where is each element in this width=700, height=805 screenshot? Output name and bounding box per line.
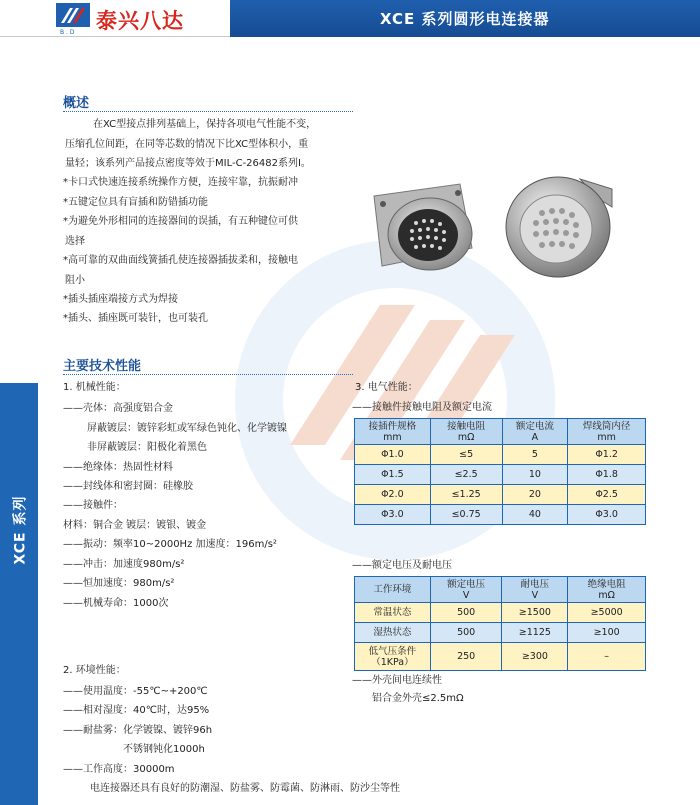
- table-cell: 20: [502, 485, 568, 505]
- table-cell: 500: [430, 603, 502, 623]
- overview-line-6: *为避免外形相同的连接器间的误插，有五种键位可供: [63, 216, 298, 227]
- table-header: 额定电压 V: [430, 577, 502, 603]
- table-cell: ≥1125: [502, 623, 568, 643]
- mechanical-line-9: ——冲击：加速度980m/s²: [63, 559, 185, 570]
- electrical-title: 3. 电气性能：: [355, 382, 418, 393]
- table-header: 额定电流 A: [502, 419, 568, 445]
- table-cell: 湿热状态: [355, 623, 431, 643]
- table-cell: Φ1.8: [568, 465, 646, 485]
- environmental-line-2: ——相对湿度：40℃时，达95%: [63, 705, 210, 716]
- mechanical-line-11: ——机械寿命：1000次: [63, 598, 169, 609]
- mechanical-line-8: ——振动：频率10~2000Hz 加速度：196m/s²: [63, 539, 277, 550]
- environmental-line-1: ——使用温度：-55℃~+200℃: [63, 686, 208, 697]
- mechanical-line-10: ——恒加速度：980m/s²: [63, 578, 175, 589]
- table-header: 接触电阻 mΩ: [430, 419, 502, 445]
- mechanical-line-4: ——绝缘体：热固性材料: [63, 462, 173, 473]
- side-tab-label: XCE 系列: [12, 495, 29, 565]
- table-header: 工作环境: [355, 577, 431, 603]
- table-row: [355, 623, 646, 643]
- contact-resistance-table: [354, 418, 646, 525]
- table-cell: –: [568, 643, 646, 671]
- table-header: 焊线筒内径 mm: [568, 419, 646, 445]
- page-title: XCE 系列圆形电连接器: [380, 10, 550, 28]
- environmental-line-6: 电连接器还具有良好的防潮湿、防盐雾、防霉菌、防淋雨、防沙尘等性: [90, 783, 400, 794]
- table-cell: Φ1.5: [355, 465, 431, 485]
- environmental-line-3: ——耐盐雾：化学镀镍、镀锌96h: [63, 725, 213, 736]
- table-cell: ≥300: [502, 643, 568, 671]
- voltage-table: [354, 576, 646, 671]
- plug-photo: [500, 167, 620, 282]
- table-row: [355, 485, 646, 505]
- brand-caption: B . D: [60, 29, 75, 36]
- table-cell: Φ1.2: [568, 445, 646, 465]
- table-header: 接插件规格 mm: [355, 419, 431, 445]
- continuity-caption: ——外壳间电连续性: [352, 675, 442, 686]
- table-cell: ≤2.5: [430, 465, 502, 485]
- environmental-line-5: ——工作高度：30000m: [63, 764, 175, 775]
- overview-line-4: *卡口式快速连接系统操作方便，连接牢靠，抗振耐冲: [63, 177, 298, 188]
- table-cell: ≤1.25: [430, 485, 502, 505]
- table-cell: 5: [502, 445, 568, 465]
- contact-table-caption: ——接触件接触电阻及额定电流: [352, 402, 492, 413]
- mechanical-line-5: ——封线体和密封圈：硅橡胶: [63, 481, 193, 492]
- specs-divider: [63, 374, 353, 375]
- overview-line-8: *高可靠的双曲面线簧插孔使连接器插拔柔和，接触电: [63, 255, 298, 266]
- table-cell: ≥5000: [568, 603, 646, 623]
- continuity-value: 铝合金外壳≤2.5mΩ: [372, 693, 464, 704]
- table-cell: ≤0.75: [430, 505, 502, 525]
- overview-line-5: *五键定位具有盲插和防错插功能: [63, 197, 208, 208]
- table-cell: ≤5: [430, 445, 502, 465]
- table-cell: Φ3.0: [355, 505, 431, 525]
- overview-line-2: 压缩孔位间距，在同等芯数的情况下比XC型体积小，重: [65, 139, 309, 150]
- overview-line-9: 阻小: [65, 275, 85, 286]
- overview-line-1: 在XC型接点排列基础上，保持各项电气性能不变，: [93, 119, 317, 130]
- overview-divider: [63, 111, 353, 112]
- table-cell: 40: [502, 505, 568, 525]
- mechanical-line-1: ——壳体：高强度铝合金: [63, 403, 173, 414]
- receptacle-photo: [368, 178, 490, 276]
- environmental-title: 2. 环境性能：: [63, 665, 126, 676]
- voltage-table-caption: ——额定电压及耐电压: [352, 560, 452, 571]
- table-cell: Φ2.5: [568, 485, 646, 505]
- overview-line-11: *插头、插座既可装针，也可装孔: [63, 313, 208, 324]
- table-cell: 10: [502, 465, 568, 485]
- mechanical-line-7: 材料：铜合金 镀层：镀银、镀金: [63, 520, 207, 531]
- table-row: [355, 603, 646, 623]
- table-cell: 低气压条件 （1KPa）: [355, 643, 431, 671]
- table-row: [355, 643, 646, 671]
- table-row: [355, 445, 646, 465]
- table-cell: Φ1.0: [355, 445, 431, 465]
- overview-line-10: *插头插座端接方式为焊接: [63, 294, 178, 305]
- table-cell: 250: [430, 643, 502, 671]
- environmental-line-4: 不锈钢钝化1000h: [123, 744, 205, 755]
- overview-line-3: 量轻；该系列产品接点密度等效于MIL-C-26482系列Ⅰ。: [65, 158, 311, 169]
- mechanical-line-3: 非屏蔽镀层：阳极化着黑色: [87, 442, 207, 453]
- brand-logo-area: [0, 0, 230, 37]
- brand-name: 泰兴八达: [96, 9, 184, 33]
- table-header: 耐电压 V: [502, 577, 568, 603]
- mechanical-title: 1. 机械性能：: [63, 382, 126, 393]
- table-row: [355, 465, 646, 485]
- table-cell: ≥100: [568, 623, 646, 643]
- table-cell: 常温状态: [355, 603, 431, 623]
- side-tab: [0, 383, 38, 805]
- overview-title: 概述: [63, 96, 90, 111]
- table-row: [355, 505, 646, 525]
- overview-line-7: 选择: [65, 236, 85, 247]
- table-header: 绝缘电阻 mΩ: [568, 577, 646, 603]
- mechanical-line-2: 屏蔽镀层：镀锌彩虹或军绿色钝化、化学镀镍: [87, 423, 287, 434]
- table-cell: ≥1500: [502, 603, 568, 623]
- mechanical-line-6: ——接触件：: [63, 500, 123, 511]
- specs-title: 主要技术性能: [63, 359, 142, 374]
- table-cell: Φ3.0: [568, 505, 646, 525]
- table-cell: Φ2.0: [355, 485, 431, 505]
- table-cell: 500: [430, 623, 502, 643]
